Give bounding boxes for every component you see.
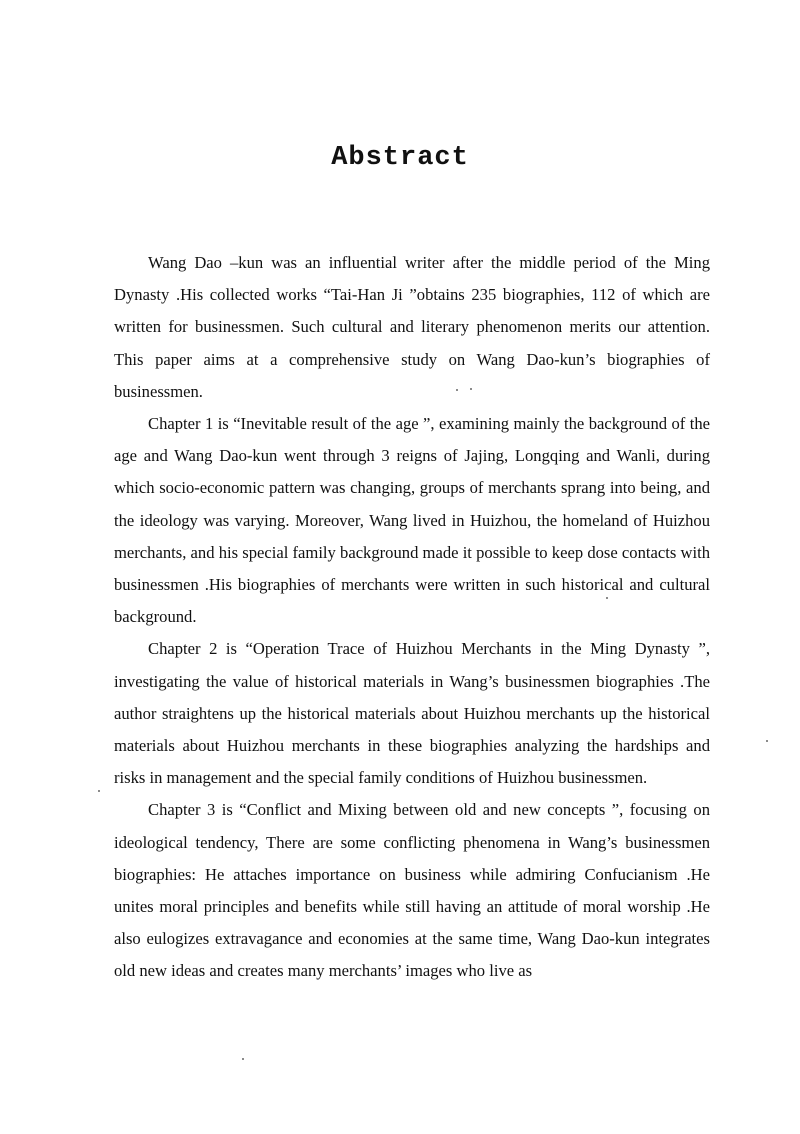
paragraph-chapter-3: Chapter 3 is “Conflict and Mixing between old and new concepts ”, focusing on ideological tendency, There are some conflicting phenomena in Wang’s businessmen biographies: He attaches importance on business while admiring Confucianism .He unites moral principles and benefits while still having an attitude of moral worship .He also eulogizes extravagance and economies at the same time, Wang Dao-kun integrates old new ideas and creates many merchants’ images who live as [114,800,710,981]
scan-speck [470,388,472,390]
scan-speck [98,790,100,792]
abstract-body [114,247,710,988]
scan-speck [606,597,608,599]
scan-speck [242,1058,244,1060]
paragraph-chapter-1: Chapter 1 is “Inevitable result of the age ”, examining mainly the background of the age and Wang Dao-kun went through 3 reigns of Jajing, Longqing and Wanli, during which socio-economic pattern was changing, groups of merchants sprang into being, and the ideology was varying. Moreover, Wang lived in Huizhou, the homeland of Huizhou merchants, and his special family background made it possible to keep dose contacts with businessmen .His biographies of merchants were written in such historical and cultural background. [114,414,710,627]
paragraph-chapter-2: Chapter 2 is “Operation Trace of Huizhou Merchants in the Ming Dynasty ”, investigating the value of historical materials in Wang’s businessmen biographies .The author straightens up the historical materials about Huizhou merchants up the historical materials about Huizhou merchants in these biographies analyzing the hardships and risks in management and the special family conditions of Huizhou businessmen. [114,639,710,788]
paragraph-intro: Wang Dao –kun was an influential writer after the middle period of the Ming Dynasty .His collected works “Tai-Han Ji ”obtains 235 biographies, 112 of which are written for businessmen. Such cultural and literary phenomenon merits our attention. This paper aims at a comprehensive study on Wang Dao-kun’s biographies of businessmen. [114,253,710,401]
scan-speck [766,740,768,742]
scan-speck [456,389,458,391]
page-title: Abstract [331,143,469,173]
